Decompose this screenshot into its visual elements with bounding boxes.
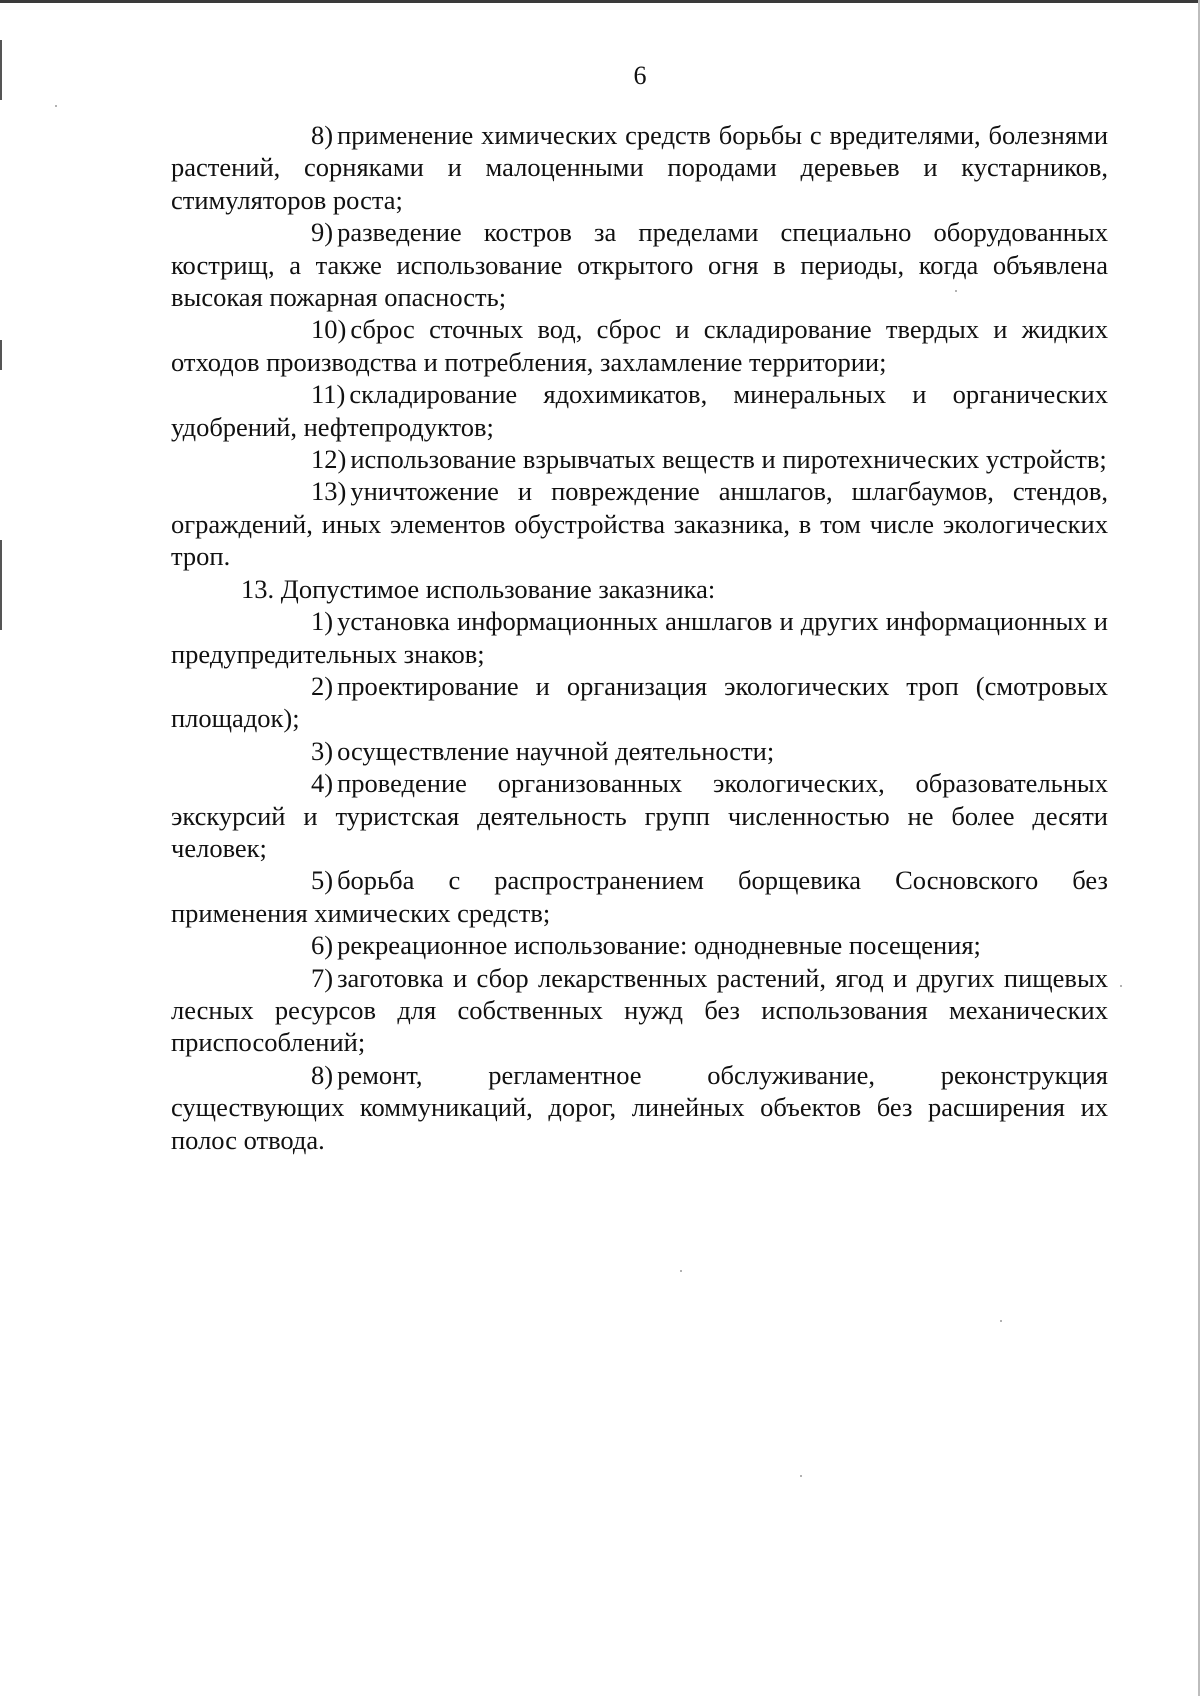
item-number: 6) xyxy=(311,930,334,961)
scan-speck xyxy=(1000,1320,1002,1322)
document-body xyxy=(171,119,1108,1156)
scan-speck xyxy=(680,1270,682,1272)
list-item xyxy=(171,1059,1108,1156)
item-number: 4) xyxy=(311,768,334,799)
list-item xyxy=(171,864,1108,929)
item-text: рекреационное использование: однодневные посещения; xyxy=(337,930,981,961)
list-item xyxy=(171,443,1108,475)
item-number: 13) xyxy=(311,476,347,507)
list-item xyxy=(171,475,1108,572)
item-text: уничтожение и повреждение аншлагов, шлагбаумов, стендов, ограждений, иных элементов обустройства заказника, в том числе экологических троп. xyxy=(171,476,1108,572)
item-text: проведение организованных экологических, образовательных экскурсий и туристская деятельность групп численностью не более десяти человек; xyxy=(171,768,1108,863)
list-item xyxy=(171,735,1108,767)
list-item xyxy=(171,605,1108,670)
scan-speck xyxy=(55,105,57,107)
item-number: 2) xyxy=(311,670,334,701)
item-number: 7) xyxy=(311,962,334,993)
list-item xyxy=(171,378,1108,443)
item-number: 12) xyxy=(311,444,347,475)
item-number: 10) xyxy=(311,314,347,345)
item-text: сброс сточных вод, сброс и складирование твердых и жидких отходов производства и потребления, захламление территории; xyxy=(171,314,1108,377)
item-number: 8) xyxy=(311,120,334,150)
scan-top-edge xyxy=(0,0,1200,3)
list-item xyxy=(171,216,1108,313)
list-item xyxy=(171,767,1108,864)
item-text: проектирование и организация экологических троп (смотровых площадок); xyxy=(171,670,1108,734)
item-number: 5) xyxy=(311,865,334,896)
item-text: борьба с распространением борщевика Сосновского без применения химических средств; xyxy=(171,865,1108,928)
item-number: 11) xyxy=(311,379,346,410)
item-text: ремонт, регламентное обслуживание, реконструкция существующих коммуникаций, дорог, линейных объектов без расширения их полос отвода. xyxy=(171,1059,1108,1155)
item-text: использование взрывчатых веществ и пиротехнических устройств; xyxy=(350,444,1107,475)
list-item xyxy=(171,313,1108,378)
item-number: 3) xyxy=(311,735,334,766)
item-number: 1) xyxy=(311,606,334,637)
scan-speck xyxy=(800,1475,802,1477)
item-text: установка информационных аншлагов и других информационных и предупредительных знаков; xyxy=(171,606,1108,669)
list-item xyxy=(171,670,1108,735)
list-item xyxy=(171,962,1108,1059)
page-number: 6 xyxy=(633,61,647,90)
section-heading xyxy=(171,573,1108,605)
section-heading-text: 13. Допустимое использование заказника: xyxy=(241,573,716,604)
scan-left-mark xyxy=(0,340,2,370)
scan-speck xyxy=(1120,985,1122,987)
item-text: складирование ядохимикатов, минеральных и органических удобрений, нефтепродуктов; xyxy=(171,379,1108,442)
item-text: разведение костров за пределами специально оборудованных кострищ, а также использование открытого огня в периоды, когда объявлена высокая пожарная опасность; xyxy=(171,217,1108,313)
list-item xyxy=(171,119,1108,216)
scan-left-mark xyxy=(0,540,2,630)
item-text: осуществление научной деятельности; xyxy=(337,735,775,766)
item-text: применение химических средств борьбы с вредителями, болезнями растений, сорняками и малоценными породами деревьев и кустарников, стимуляторов роста; xyxy=(171,120,1108,215)
item-number: 8) xyxy=(311,1059,334,1090)
list-item xyxy=(171,929,1108,961)
item-text: заготовка и сбор лекарственных растений, ягод и других пищевых лесных ресурсов для собственных нужд без использования механических приспособлений; xyxy=(171,962,1108,1058)
item-number: 9) xyxy=(311,217,334,248)
